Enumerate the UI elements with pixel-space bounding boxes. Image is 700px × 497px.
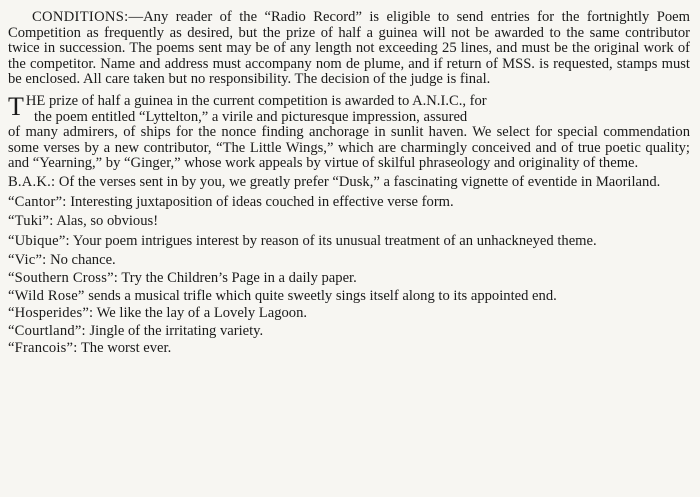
reply-item — [8, 289, 690, 305]
conditions-text: —Any reader of the “Radio Record” is eligible to send entries for the fortnightly Poem Competition as frequently as desired, but the prize of half a guinea will not be awarded to the same contributor twice in succession. The poems sent may be of any length not exceeding 25 lines, and must be the original work of the competitor. Name and address must accompany nom de plume, and if return of MSS. is requested, stamps must be enclosed. All care taken but no responsibility. The decision of the judge is final. — [8, 9, 690, 88]
announcement-line-1: HE prize of half a guinea in the current competition is awarded to A.N.I.C., for — [25, 92, 487, 109]
reply-text: Jingle of the irritating variety. — [89, 322, 264, 339]
drop-cap: T — [8, 91, 24, 121]
reply-name: “Cantor”: — [8, 193, 67, 210]
reply-item — [8, 234, 690, 250]
reply-item — [8, 324, 690, 340]
reply-name: “Vic”: — [8, 252, 47, 269]
announcement-line-2: the poem entitled “Lyttelton,” a virile and picturesque impression, assured — [34, 108, 468, 125]
announcement-body: of many admirers, of ships for the nonce finding anchorage in sunlit haven. We select for special commendation some verses by a new contributor, “The Little Wings,” which are charmingly conceived and of true poetic quality; and “Yearning,” by “Ginger,” whose work appeals by virtue of skilful phraseology and originality of theme. — [8, 124, 690, 172]
reply-text: No chance. — [50, 252, 116, 269]
reply-name: “Southern Cross”: — [8, 269, 119, 286]
reply-name: “Wild Rose” — [8, 287, 85, 304]
reply-text: Interesting juxtaposition of ideas couched in effective verse form. — [70, 193, 454, 210]
conditions-paragraph — [8, 10, 690, 88]
replies-list — [8, 175, 690, 357]
reply-item — [8, 195, 690, 211]
reply-text: We like the lay of a Lovely Lagoon. — [96, 305, 308, 322]
reply-name: “Courtland”: — [8, 322, 86, 339]
reply-name: “Tuki”: — [8, 213, 54, 230]
prize-announcement — [8, 91, 690, 172]
reply-name: “Ubique”: — [8, 232, 70, 249]
reply-name: “Francois”: — [8, 340, 78, 357]
reply-item — [8, 175, 690, 191]
reply-text: Your poem intrigues interest by reason of its unusual treatment of an unhackneyed theme. — [72, 232, 597, 249]
reply-item — [8, 341, 690, 357]
reply-text: Try the Children’s Page in a daily paper. — [121, 269, 357, 286]
reply-name: “Hosperides”: — [8, 305, 94, 322]
conditions-heading: CONDITIONS: — [32, 9, 129, 25]
reply-text: sends a musical trifle which quite sweetly sings itself along to its appointed end. — [88, 287, 557, 304]
reply-item — [8, 214, 690, 230]
reply-item — [8, 253, 690, 269]
reply-item — [8, 271, 690, 287]
reply-name: B.A.K.: — [8, 173, 56, 190]
reply-item — [8, 306, 690, 322]
reply-text: The worst ever. — [80, 340, 172, 357]
reply-text: Alas, so obvious! — [56, 213, 159, 230]
reply-text: Of the verses sent in by you, we greatly prefer “Dusk,” a fascinating vignette of eventide in Maoriland. — [58, 173, 661, 190]
